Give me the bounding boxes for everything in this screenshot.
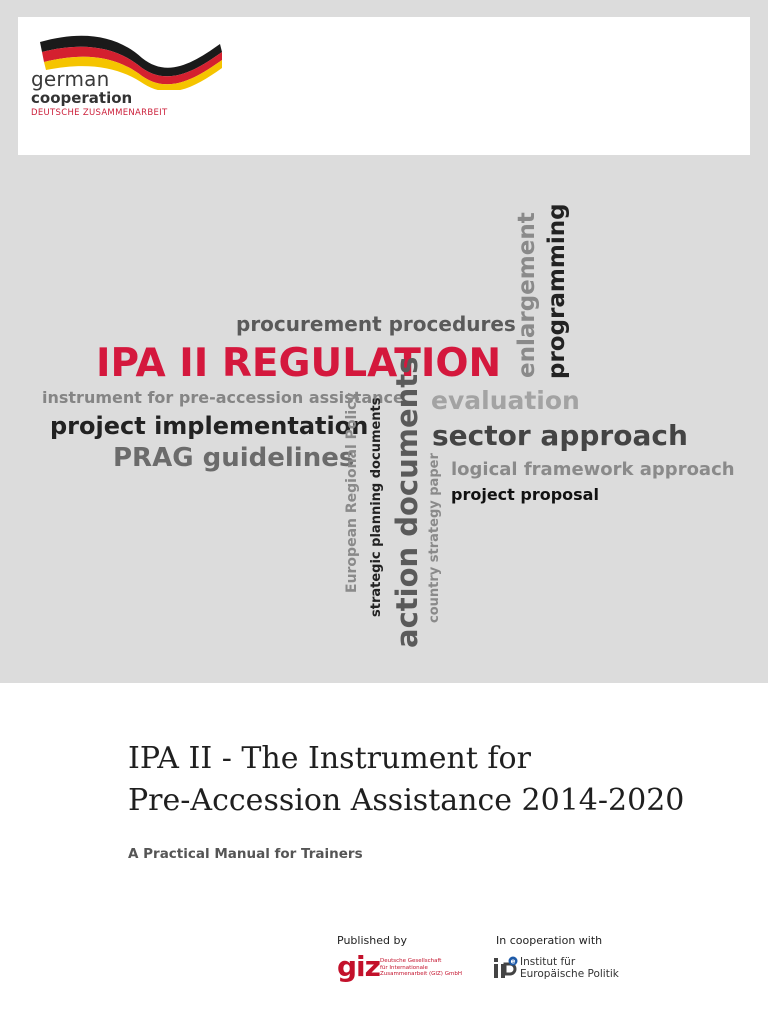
giz-logo: giz	[337, 950, 380, 983]
iep-text-line-2: Europäische Politik	[520, 968, 619, 980]
giz-logo-text	[380, 958, 462, 978]
cloud-enlargement: enlargement	[514, 212, 540, 378]
published-by-label: Published by	[337, 934, 407, 947]
cloud-logical-framework-approach: logical framework approach	[451, 459, 735, 480]
cover-title-line-1: IPA II - The Instrument for	[128, 741, 531, 776]
giz-text-line-3: Zusammenarbeit (GIZ) GmbH	[380, 971, 462, 977]
cloud-ipa-ii-regulation: IPA II REGULATION	[96, 341, 502, 386]
cloud-strategic-planning-documents: strategic planning documents	[369, 397, 384, 617]
cloud-country-strategy-paper: country strategy paper	[427, 453, 442, 623]
cloud-project-implementation: project implementation	[50, 412, 369, 440]
logo-deutsche-zusammenarbeit-text: DEUTSCHE ZUSAMMENARBEIT	[31, 108, 168, 118]
cloud-sector-approach: sector approach	[432, 419, 688, 452]
logo-cooperation-text: cooperation	[31, 89, 133, 107]
cloud-programming: programming	[544, 203, 570, 379]
svg-text:e: e	[510, 957, 516, 966]
iep-logo-icon	[492, 956, 518, 980]
iep-text-line-1: Institut für	[520, 956, 576, 968]
cloud-prag-guidelines: PRAG guidelines	[113, 443, 355, 473]
cloud-evaluation: evaluation	[431, 386, 580, 415]
giz-text-line-1: Deutsche Gesellschaft	[380, 958, 442, 964]
logo-german-text: german	[31, 67, 110, 91]
iep-logo-text	[520, 956, 619, 980]
cloud-european-regional-policy: European Regional Policy	[344, 392, 360, 593]
cloud-procurement-procedures: procurement procedures	[236, 312, 516, 336]
giz-text-line-2: für Internationale	[380, 964, 428, 971]
cloud-action-documents: action documents	[390, 356, 424, 648]
cover-title-line-2: Pre-Accession Assistance 2014-2020	[128, 783, 685, 818]
in-cooperation-with-label: In cooperation with	[496, 934, 603, 947]
cover-subtitle: A Practical Manual for Trainers	[128, 846, 363, 862]
cloud-project-proposal: project proposal	[451, 485, 599, 504]
cloud-instrument-pre-accession: instrument for pre-accession assistance	[42, 388, 404, 407]
cover-title	[128, 738, 684, 822]
